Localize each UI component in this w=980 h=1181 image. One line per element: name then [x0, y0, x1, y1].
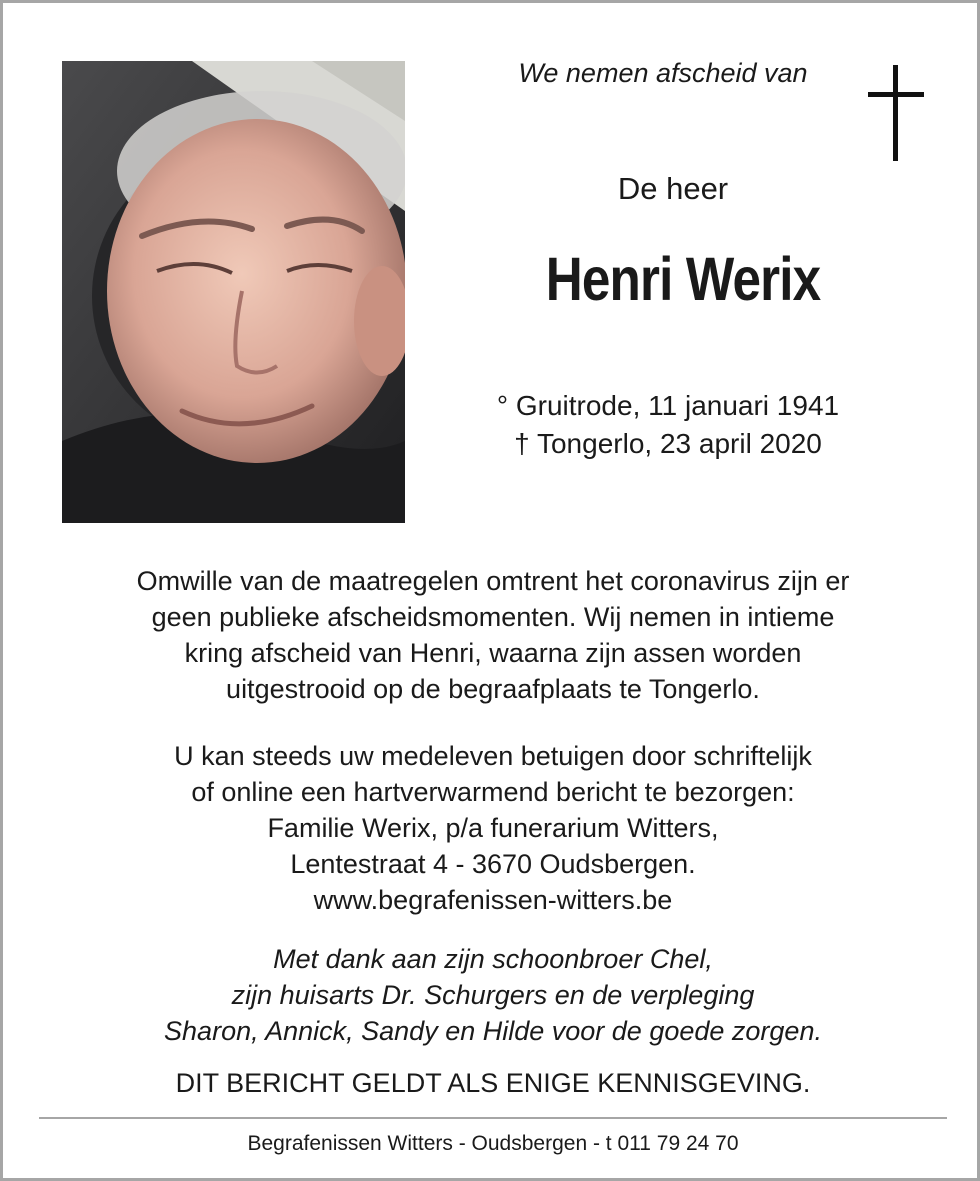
website-link[interactable]: www.begrafenissen-witters.be	[313, 885, 673, 915]
address-line: Lentestraat 4 - 3670 Oudsbergen.	[290, 849, 696, 879]
closing-notice: DIT BERICHT GELDT ALS ENIGE KENNISGEVING.	[175, 1068, 811, 1098]
death-line: † Tongerlo, 23 april 2020	[514, 428, 822, 459]
portrait-photo	[62, 61, 405, 523]
condolence-paragraph	[43, 738, 943, 918]
thanks-paragraph	[43, 941, 943, 1049]
cross-icon	[865, 63, 927, 163]
footer-divider	[39, 1117, 947, 1119]
intro-text: We nemen afscheid van	[518, 58, 808, 88]
birth-line: ° Gruitrode, 11 januari 1941	[496, 390, 840, 421]
portrait-illustration	[62, 61, 405, 523]
deceased-name: Henri Werix	[545, 245, 821, 313]
address-line: Familie Werix, p/a funerarium Witters,	[267, 813, 719, 843]
corona-paragraph	[43, 563, 943, 707]
paragraph-line: of online een hartverwarmend bericht te bezorgen:	[191, 777, 795, 807]
paragraph-line: geen publieke afscheidsmomenten. Wij nemen in intieme	[151, 602, 835, 632]
paragraph-line: Omwille van de maatregelen omtrent het coronavirus zijn er	[136, 566, 850, 596]
funeral-home-footer: Begrafenissen Witters - Oudsbergen - t 011 79 24 70	[247, 1132, 739, 1155]
life-dates	[443, 387, 893, 463]
paragraph-line: U kan steeds uw medeleven betuigen door schriftelijk	[174, 741, 812, 771]
paragraph-line: kring afscheid van Henri, waarna zijn assen worden	[184, 638, 802, 668]
paragraph-line: uitgestrooid op de begraafplaats te Tongerlo.	[226, 674, 760, 704]
salutation: De heer	[617, 171, 729, 206]
paragraph-line: Sharon, Annick, Sandy en Hilde voor de goede zorgen.	[164, 1016, 822, 1046]
paragraph-line: Met dank aan zijn schoonbroer Chel,	[273, 944, 713, 974]
paragraph-line: zijn huisarts Dr. Schurgers en de verpleging	[231, 980, 755, 1010]
